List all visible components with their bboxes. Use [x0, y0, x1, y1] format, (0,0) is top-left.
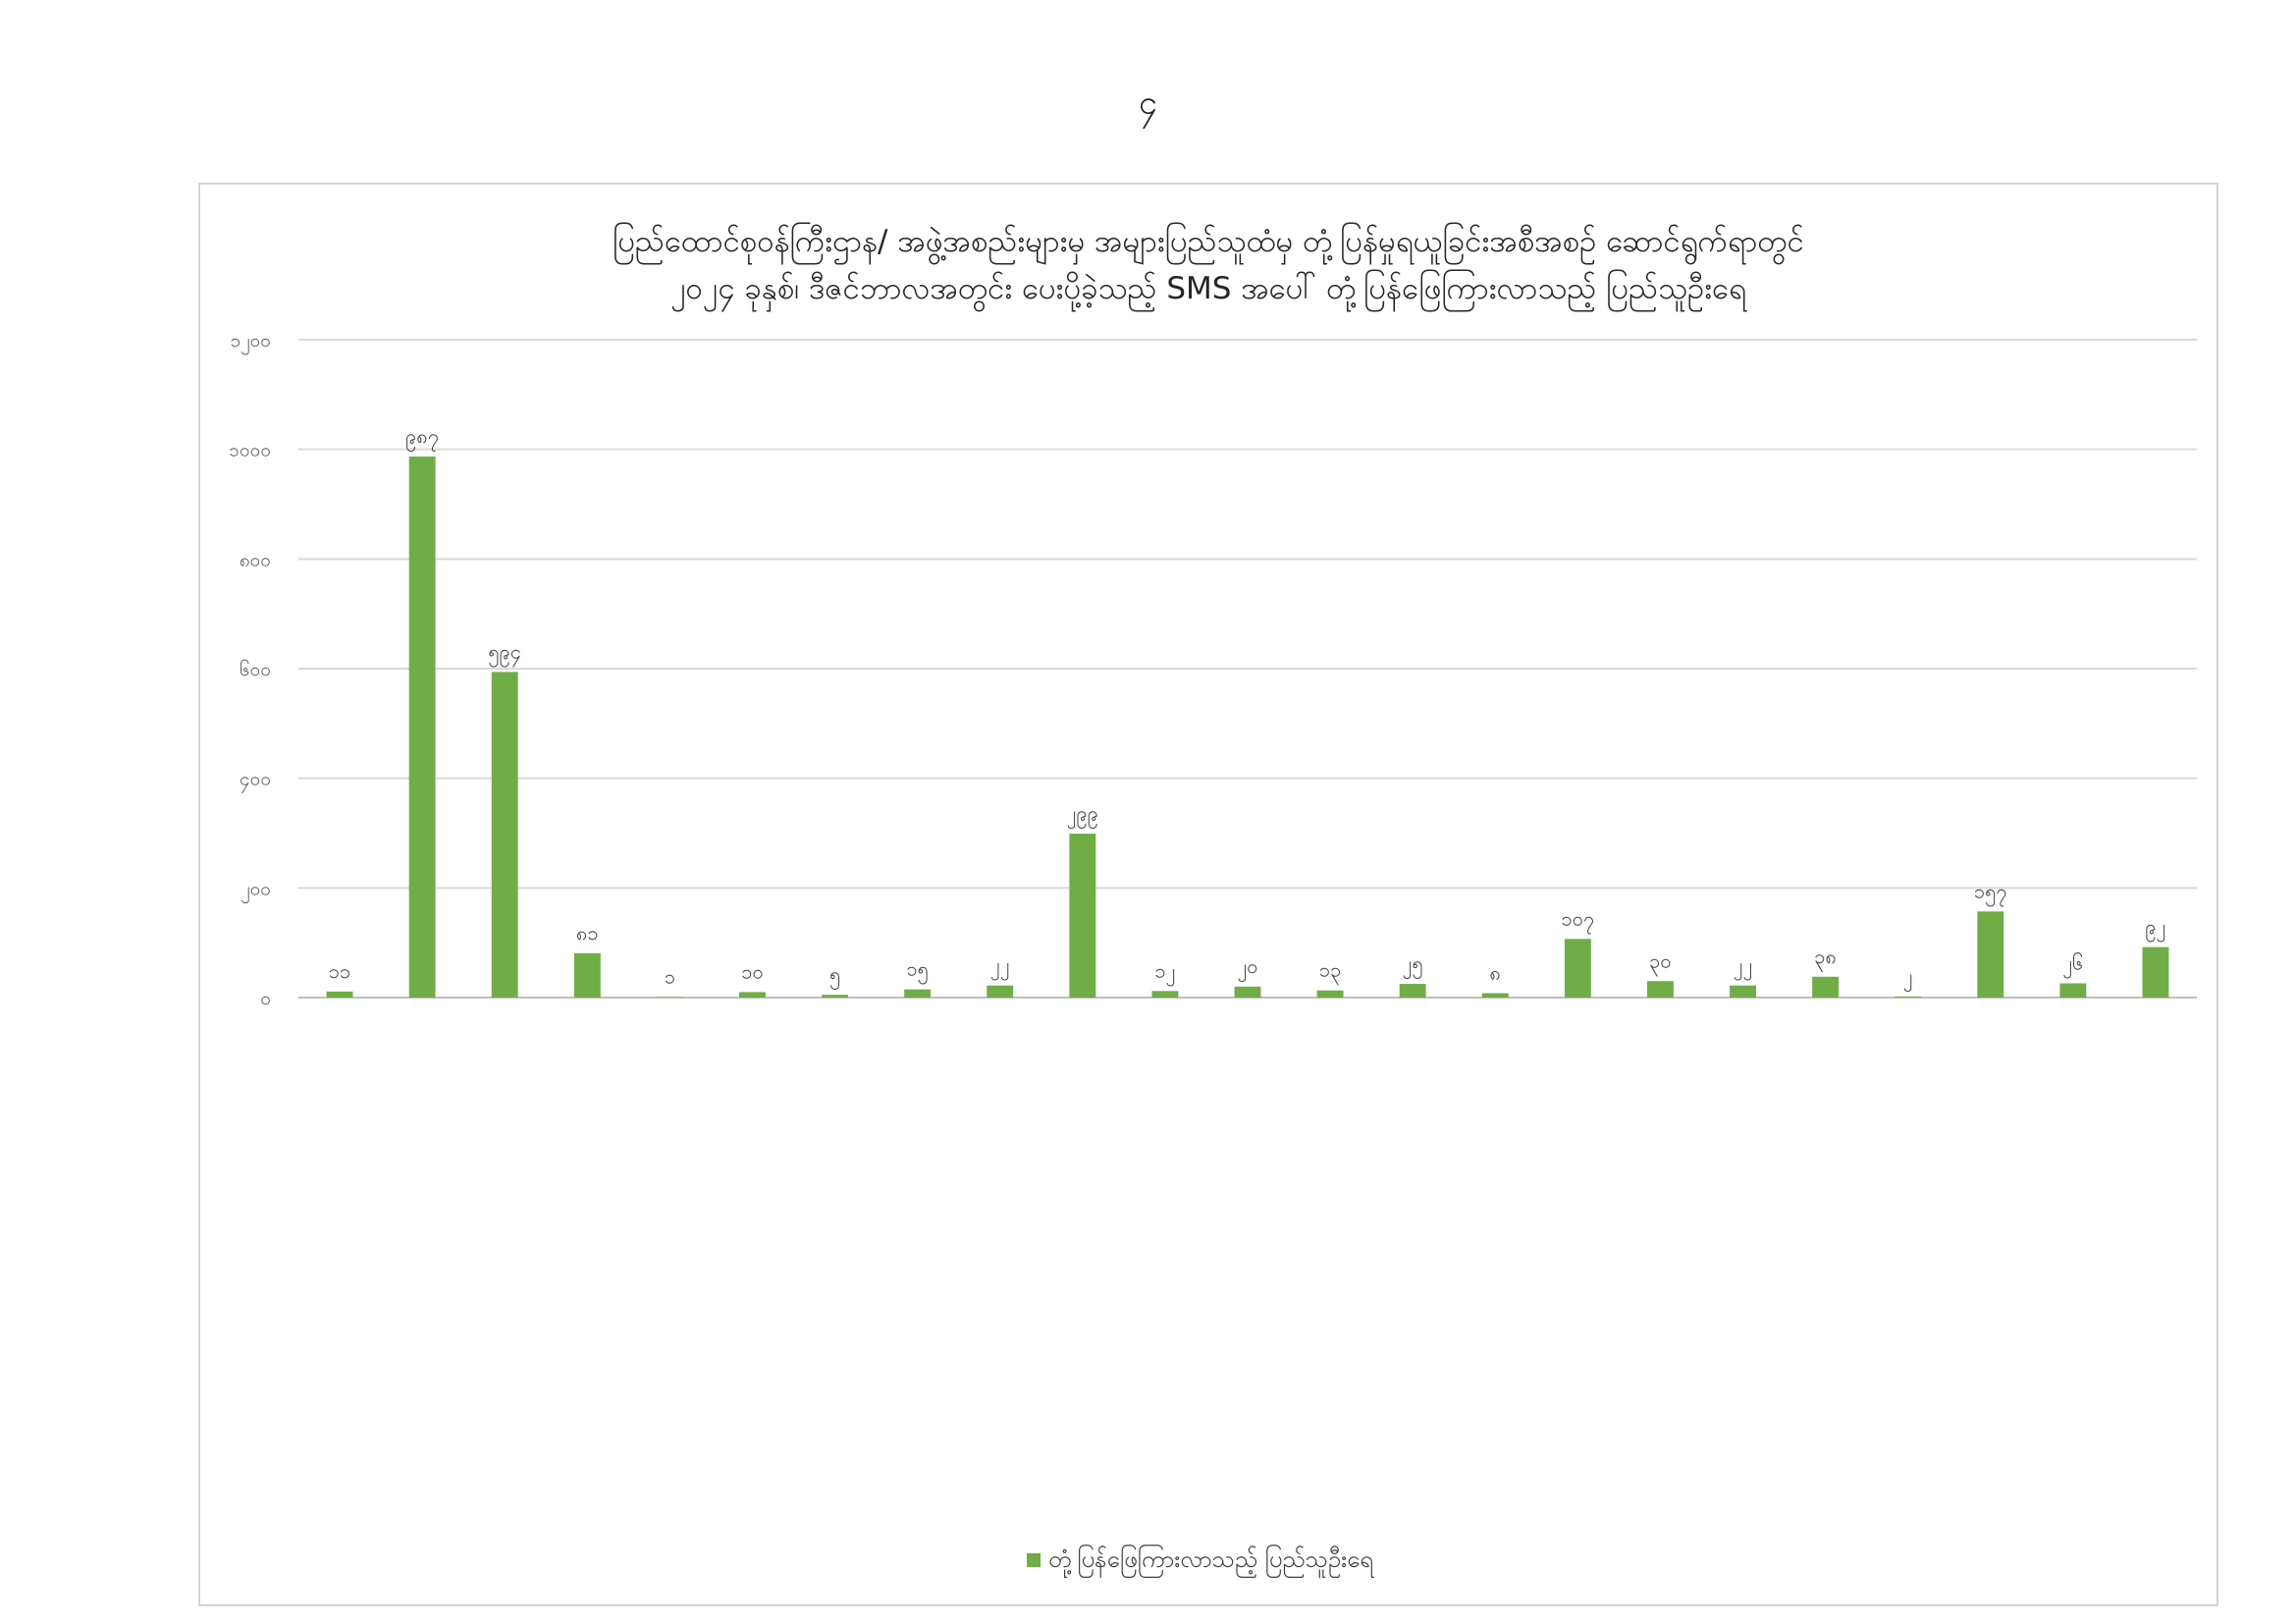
bar [1317, 991, 1344, 998]
bar [574, 953, 601, 998]
y-tick-label: ၁၂၀၀ [230, 330, 271, 352]
bar [2059, 983, 2086, 998]
y-tick-label: ၀ [260, 988, 271, 1009]
data-label: ၂၀ [1237, 953, 1258, 978]
chart-frame [198, 183, 2218, 1606]
data-label: ၁၅ [906, 956, 929, 981]
data-label: ၅ [828, 962, 841, 987]
bar [1069, 834, 1095, 998]
data-label: ၁၀ [741, 959, 764, 984]
y-tick-label: ၁၀၀၀ [229, 439, 271, 461]
bar [904, 990, 931, 998]
bar [987, 986, 1013, 998]
bar [657, 997, 683, 998]
bars [327, 457, 2169, 998]
data-label: ၁၁ [328, 958, 351, 983]
data-label: ၁၀၇ [1561, 906, 1595, 931]
bar [1235, 987, 1261, 998]
bar [327, 992, 353, 998]
data-label: ၁၅၇ [1973, 879, 2007, 903]
y-tick-label: ၂၀၀ [240, 878, 271, 900]
bar [1565, 939, 1591, 998]
chart-title-line-2: ၂၀၂၄ ခုနှစ်၊ ဒီဇင်ဘာလအတွင်း ပေးပို့ခဲ့သည့် SMS အပေါ် တုံ့ပြန်ဖြေကြားလာသည့် ပြည်သူဦးရေ [670, 271, 1746, 306]
data-label: ၂၂ [989, 952, 1010, 977]
legend-swatch [1027, 1553, 1041, 1567]
bar [2143, 947, 2169, 998]
data-label: ၂၅ [1402, 951, 1423, 976]
data-label: ၁ [664, 964, 676, 989]
data-label: ၈ [1489, 960, 1501, 985]
data-label: ၂၂ [1733, 952, 1753, 977]
bar [1400, 984, 1426, 998]
data-label: ၂ [1902, 963, 1913, 988]
data-labels [329, 424, 2166, 992]
bar [1482, 994, 1509, 998]
data-label: ၁၃ [1318, 957, 1342, 982]
bar [492, 672, 518, 998]
data-label: ၁၂ [1154, 958, 1176, 983]
bar [739, 992, 766, 998]
y-tick-label: ၄၀၀ [239, 768, 271, 790]
bar [409, 457, 436, 998]
data-label: ၃၈ [1814, 944, 1837, 968]
y-tick-label: ၆၀၀ [239, 659, 271, 680]
bar-chart [200, 185, 2216, 1604]
data-label: ၉၂ [2145, 914, 2166, 939]
data-label: ၂၆ [2062, 950, 2084, 975]
bar [1977, 911, 2003, 998]
bar [1812, 977, 1839, 998]
bar [1730, 986, 1756, 998]
bar [1647, 981, 1674, 998]
bar [1151, 991, 1178, 998]
data-label: ၅၉၄ [488, 639, 522, 664]
data-label: ၉၈၇ [405, 423, 440, 448]
chart-title-line-1: ပြည်ထောင်စုဝန်ကြီးဌာန/ အဖွဲ့အစည်းများမှ အများပြည်သူထံမှ တုံ့ပြန်မှုရယူခြင်းအစီအစဉ် ဆောင်ရွက်ရာတွင် [613, 224, 1804, 259]
page-number: ၄ [1138, 83, 1158, 123]
data-label: ၂၉၉ [1066, 801, 1098, 826]
y-axis-ticks [229, 330, 271, 1009]
y-tick-label: ၈၀၀ [239, 549, 271, 571]
bar [822, 995, 848, 998]
bar [1895, 997, 1921, 998]
legend-label: တုံ့ပြန်ဖြေကြားလာသည့် ပြည်သူဦးရေ [1048, 1545, 1374, 1573]
gridlines [298, 340, 2197, 998]
data-label: ၈၁ [575, 920, 599, 945]
data-label: ၃၀ [1649, 948, 1672, 973]
legend [1027, 1543, 1374, 1578]
